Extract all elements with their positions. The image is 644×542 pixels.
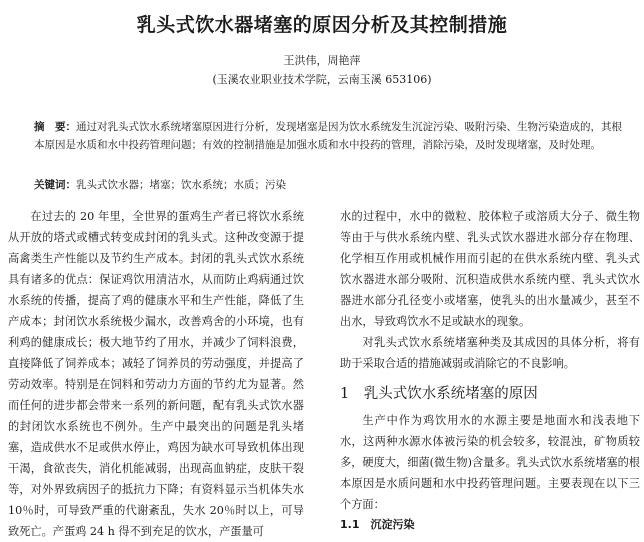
keywords-label: 关键词： [34, 179, 76, 191]
section-1-paragraph: 生产中作为鸡饮用水的水源主要是地面水和浅表地下水，这两种水源水体被污染的机会较多，较混浊，矿物质较多，硬度大，细菌(微生物)含量多。乳头式饮水系统堵塞的根本原因是水质问题和水中投药管理问题。主要表现在以下三个方面： [340, 414, 640, 511]
section-heading-1: 1 乳头式饮水系统堵塞的原因 [340, 386, 538, 402]
paper-affiliation: (玉溪农业职业技术学院，云南玉溪 653106) [212, 73, 432, 86]
intro-paragraph: 在过去的 20 年里，全世界的蛋鸡生产者已将饮水系统从开放的塔式或槽式转变成封闭的乳头式。这种改变源于提高禽类生产性能以及节约生产成本。封闭的乳头式饮水系统具有诸多的优点：保证鸡饮用清洁水，从而防止鸡病通过饮水系统的传播，提高了鸡的健康水平和生产性能，降低了生产成本；封闭饮水系统极少漏水，改善鸡舍的小环境，也有利鸡的健康成长；极大地节约了用水，并减少了饲料浪费，直接降低了饲养成本；减轻了饲养员的劳动强度，并提高了劳动效率。特别是在饲料和劳动力方面的节约尤为显著。然而任何的进步都会带来一系列的新问题，配有乳头式饮水器的封闭饮水系统也不例外。生产中最突出的问题是乳头堵塞，造成供水不足或供水停止，鸡因为缺水可导致机体出现干渴，食欲丧失，消化机能减弱，出现高血钠症，皮肤干裂等，对外界致病因子的抵抗力下降；有资料显示当机体失水 10％时，可导致严重的代谢紊乱，失水 20％时以上，可导致死亡。产蛋鸡 24 h 得不到充足的饮水，产蛋量可 [8, 210, 304, 538]
keywords-text: 乳头式饮水器；堵塞；饮水系统；水质；污染 [76, 179, 286, 191]
abstract-block [34, 118, 622, 154]
analysis-paragraph: 对乳头式饮水系统堵塞种类及其成因的具体分析，将有助于采取合适的措施减弱或消除它的不良影响。 [340, 336, 640, 370]
subsection-heading-1-1: 1.1 沉淀污染 [340, 518, 415, 531]
abstract-text: 通过对乳头式饮水系统堵塞原因进行分析，发现堵塞是因为饮水系统发生沉淀污染、吸附污染、生物污染造成的，其根本原因是水质和水中投药管理问题；有效的控制措施是加强水质和水中投药的管理，消除污染，及时发现堵塞，及时处理。 [34, 121, 622, 151]
keywords-block [34, 176, 622, 194]
paper-title: 乳头式饮水器堵塞的原因分析及其控制措施 [136, 14, 508, 36]
paper-authors: 王洪伟，周艳萍 [283, 54, 361, 67]
body-right-column [340, 206, 640, 535]
body-left-column [8, 206, 304, 542]
continued-paragraph: 水的过程中，水中的微粒、胶体粒子或溶质大分子、微生物等由于与供水系统内壁、乳头式饮水器进水部分存在物理、化学相互作用或机械作用而引起的在供水系统内壁、乳头式饮水器进水部分吸附、沉积造成供水系统内壁、乳头式饮水器进水部分孔径变小或堵塞，使乳头的出水量减少，甚至不出水，导致鸡饮水不足或缺水的现象。 [340, 210, 640, 328]
abstract-label: 摘 要： [34, 121, 76, 133]
